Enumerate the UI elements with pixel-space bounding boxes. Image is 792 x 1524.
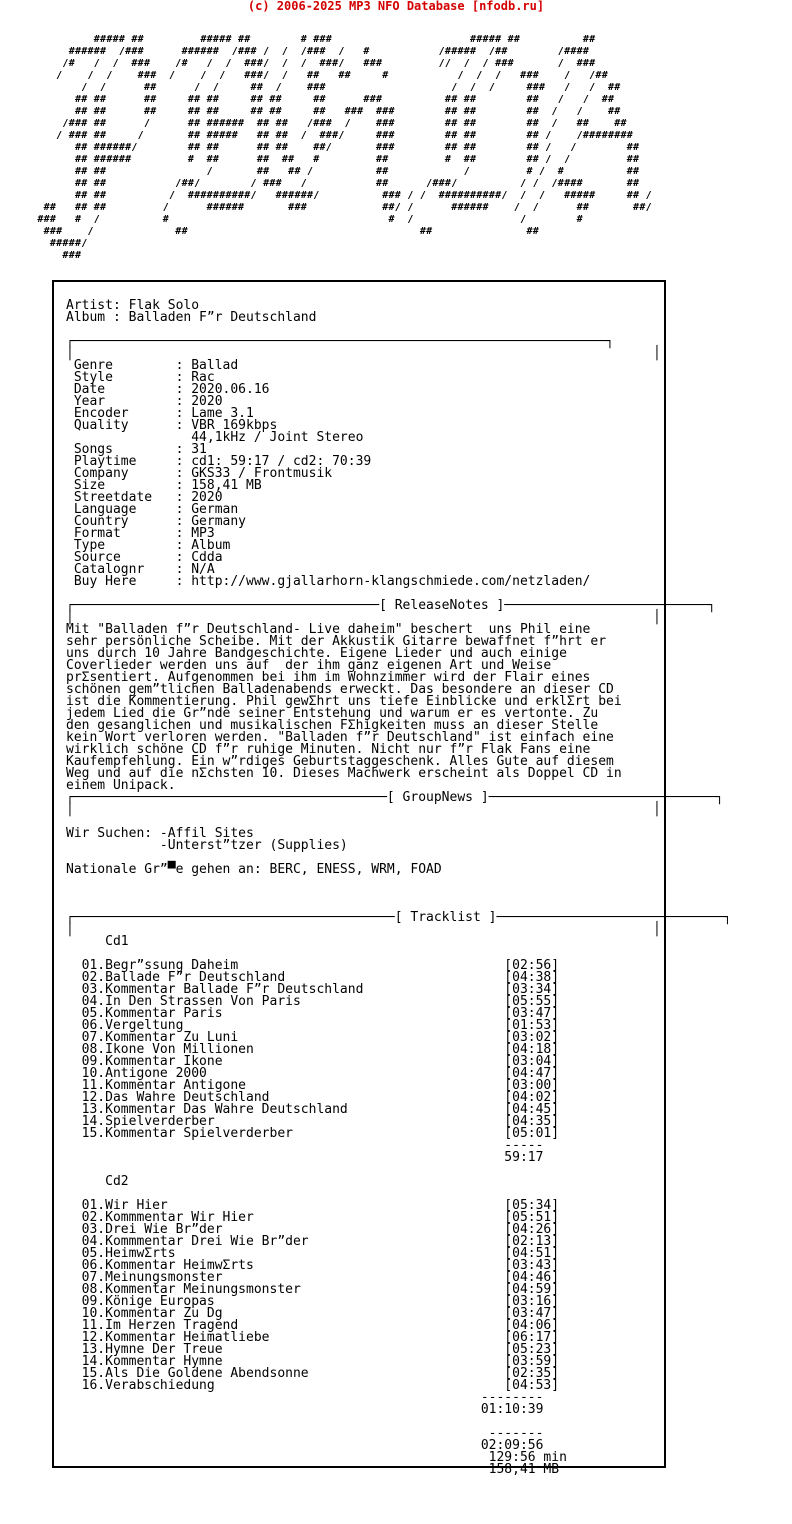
box-side: │ │ [66,802,661,817]
album-line: Album : Balladen F”r Deutschland [66,310,317,325]
track-row: 11.Im Herzen Tragend [04:06] [66,1318,560,1333]
box-side: │ │ [66,346,661,361]
cd1-total: 59:17 [66,1150,544,1165]
track-row: 15.Kommentar Spielverderber [05:01] [66,1126,560,1141]
group-news-line: Wir Suchen: -Affil Sites [66,826,254,841]
track-row: 01.Wir Hier [05:34] [66,1198,560,1213]
nfo-panel [52,280,732,1477]
track-row: 08.Kommentar Meinungsmonster [04:59] [66,1282,560,1297]
track-row: 14.Kommentar Hymne [03:59] [66,1354,560,1369]
release-notes-line: sehr persönliche Scheibe. Mit der Akkustik Gitarre bewaffnet f”hrt er [66,634,607,649]
track-row: 13.Kommentar Das Wahre Deutschland [04:45] [66,1102,560,1117]
cd1-total-rule: ----- [66,1138,544,1153]
track-row: 03.Drei Wie Br”der [04:26] [66,1222,560,1237]
track-row: 06.Vergeltung [01:53] [66,1018,560,1033]
info-line: Format : MP3 [66,526,215,541]
info-line: Country : Germany [66,514,247,529]
track-row: 09.Könige Europas [03:16] [66,1294,560,1309]
track-row: 09.Kommentar Ikone [03:04] [66,1054,560,1069]
track-row: 07.Meinungsmonster [04:46] [66,1270,560,1285]
group-news-header: ┌────────────────────────────────────────[ GroupNews ]─────────────────────────────┐ [66,790,724,805]
release-notes-line: wirklich schöne CD f”r ruhige Minuten. Nicht nur f”r Flak Fans eine [66,742,591,757]
box-top-rule: ┌────────────────────────────────────────────────────────────────────┐ [66,334,614,349]
release-notes-line: einem Unipack. [66,778,176,793]
track-row: 10.Antigone 2000 [04:47] [66,1066,560,1081]
release-notes-line: kein Wort verloren werden. "Balladen f”r Deutschland" ist einfach eine [66,730,614,745]
info-line: Type : Album [66,538,231,553]
info-line: Catalognr : N/A [66,562,215,577]
release-notes-line: den gesanglichen und musikalischen FΣhigkeiten muss an dieser Stelle [66,718,599,733]
track-row: 05.Kommentar Paris [03:47] [66,1006,560,1021]
nfo-text [66,300,731,1476]
release-notes-line: Kaufempfehlung. Ein w”rdiges Geburtstaggeschenk. Alles Gute auf diesem [66,754,614,769]
release-notes-line: Mit "Balladen f”r Deutschland- Live daheim" beschert uns Phil eine [66,622,591,637]
release-notes-line: prΣsentiert. Aufgenommen bei ihm im Wohnzimmer wird der Flair eines [66,670,591,685]
release-notes-header: ┌───────────────────────────────────────[ ReleaseNotes ]──────────────────────────┐ [66,598,716,613]
info-line: Date : 2020.06.16 [66,382,270,397]
track-row: 12.Das Wahre Deutschland [04:02] [66,1090,560,1105]
info-line: Year : 2020 [66,394,223,409]
info-line: Genre : Ballad [66,358,239,373]
track-row: 12.Kommentar Heimatliebe [06:17] [66,1330,560,1345]
artist-line: Artist: Flak Solo [66,298,200,313]
release-notes-line: ist die Kommentierung. Phil gewΣhrt uns tiefe Einblicke und erklΣrt bei [66,694,622,709]
info-line: Quality : VBR 169kbps [66,418,278,433]
release-notes-line: Weg und auf die nΣchsten 10. Dieses Machwerk erscheint als Doppel CD in [66,766,622,781]
track-row: 04.In Den Strassen Von Paris [05:55] [66,994,560,1009]
track-row: 03.Kommentar Ballade F”r Deutschland [03:34] [66,982,560,997]
info-line: 44,1kHz / Joint Stereo [66,430,364,445]
info-line: Buy Here : http://www.gjallarhorn-klangschmiede.com/netzladen/ [66,574,591,589]
info-line: Company : GKS33 / Frontmusik [66,466,333,481]
group-news-line: -Unterst”tzer (Supplies) [66,838,348,853]
info-line: Songs : 31 [66,442,207,457]
grand-total-rule: ------- [66,1426,544,1441]
track-row: 05.HeimwΣrts [04:51] [66,1246,560,1261]
track-row: 16.Verabschiedung [04:53] [66,1378,560,1393]
track-row: 02.Kommmentar Wir Hier [05:51] [66,1210,560,1225]
track-row: 08.Ikone Von Millionen [04:18] [66,1042,560,1057]
track-row: 15.Als Die Goldene Abendsonne [02:35] [66,1366,560,1381]
release-notes-line: Coverlieder werden uns auf der ihm ganz eigenen Art und Weise [66,658,552,673]
info-line: Streetdate : 2020 [66,490,223,505]
group-news-line: Nationale Gr”▀e gehen an: BERC, ENESS, WRM, FOAD [66,862,442,877]
box-side: │ │ [66,922,661,937]
site-header: (c) 2006-2025 MP3 NFO Database [nfodb.ru] [247,0,545,13]
info-line: Size : 158,41 MB [66,478,262,493]
tracklist-header: ┌─────────────────────────────────────────[ Tracklist ]─────────────────────────────┐ [66,910,732,925]
release-notes-line: uns durch 10 Jahre Bandgeschichte. Eigene Lieder und auch einige [66,646,567,661]
track-row: 14.Spielverderber [04:35] [66,1114,560,1129]
info-line: Encoder : Lame 3.1 [66,406,254,421]
track-row: 06.Kommentar HeimwΣrts [03:43] [66,1258,560,1273]
ascii-logo: ##### ## ##### ## # ### ##### ## ## ###### /### ###### /### / / /### / # /##### /## /#### /# / / ### /# / / ###/ / / ###/ ### // / / ### / ### / / / ### / / / ###/ / ## ## # / / / ### / /## / / ## / / ## / ### / / / ### / / ## ## ## ## ## ## ## ## ## ### ## ## ## / / ## ## ## ## ## ## ## ## ## ### ### ## ## ## / / ## /### ## / ## ###### ## ## /### / ### ## ## ## / ## ## / ### ## / ## ##### ## ## / ###/ ### ## ## ## / /######## ## ######/ ## ## ## ## ##/ ### ## ## ## / / ## ## ###### # ## ## ## # ## # ## ## / / ## ## ## / ## ## / ## / # / # ## ## ## /##/ / ### / ## /###/ / / /#### ## ## ## / ##########/ ######/ ### / / ##########/ / / ##### ## / ## ## ## / ###### ### ##/ / ###### / / ## ##/ ### # / # # / / # ### / ## ## ## #####/ ### [37,34,652,261]
cd1-label: Cd1 [66,934,129,949]
info-line: Language : German [66,502,239,517]
cd2-label: Cd2 [66,1174,129,1189]
cd2-total: 01:10:39 [66,1402,544,1417]
grand-size: 158,41 MB [66,1462,560,1477]
release-notes-line: jedem Lied die Gr”nde seiner Entstehung und warum er es vertonte. Zu [66,706,599,721]
info-line: Playtime : cd1: 59:17 / cd2: 70:39 [66,454,372,469]
track-row: 02.Ballade F”r Deutschland [04:38] [66,970,560,985]
cd2-total-rule: -------- [66,1390,544,1405]
info-line: Style : Rac [66,370,215,385]
track-row: 07.Kommentar Zu Luni [03:02] [66,1030,560,1045]
info-line: Source : Cdda [66,550,223,565]
box-side: │ │ [66,610,661,625]
track-row: 11.Kommentar Antigone [03:00] [66,1078,560,1093]
track-row: 13.Hymne Der Treue [05:23] [66,1342,560,1357]
track-row: 10.Kommentar Zu Dg [03:47] [66,1306,560,1321]
grand-minutes: 129:56 min [66,1450,567,1465]
track-row: 04.Kommmentar Drei Wie Br”der [02:13] [66,1234,560,1249]
release-notes-line: schönen gem”tlichen Balladenabends erweckt. Das besondere an dieser CD [66,682,614,697]
track-row: 01.Begr”ssung Daheim [02:56] [66,958,560,973]
grand-total: 02:09:56 [66,1438,544,1453]
